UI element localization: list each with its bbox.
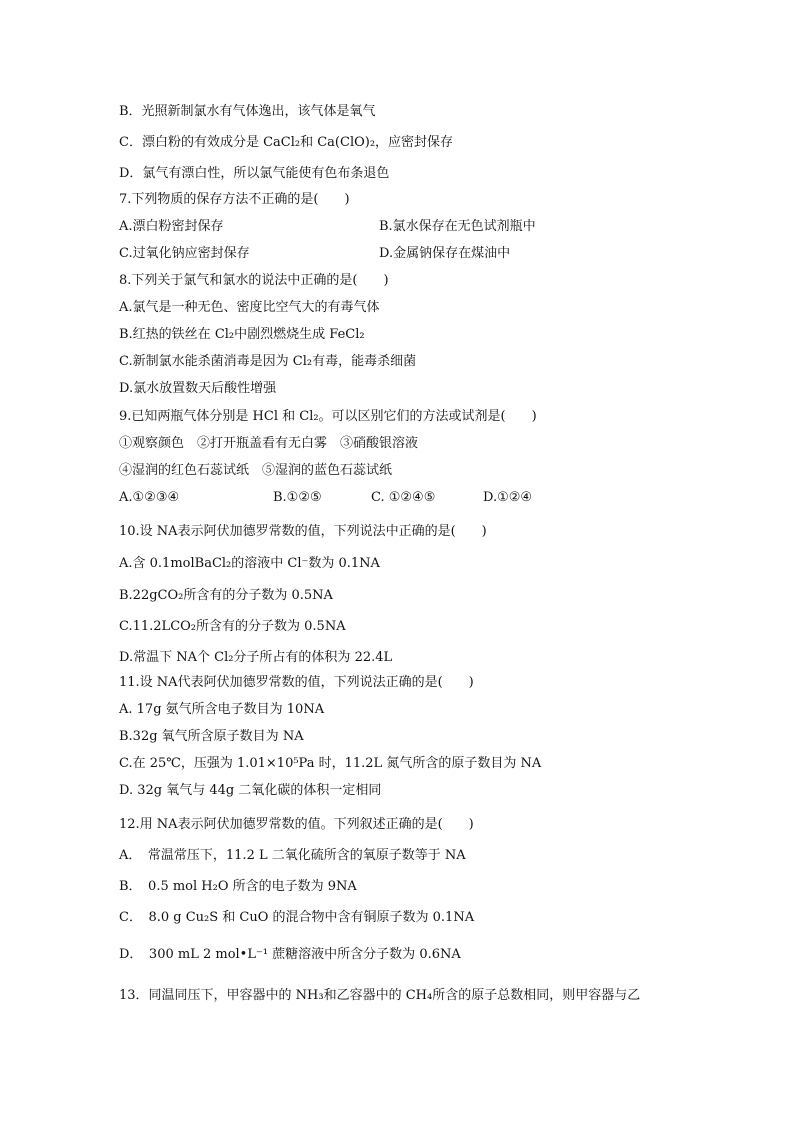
q11-option-a: A. 17g 氨气所含电子数目为 10NA [119, 702, 325, 717]
q6-option-b: B．光照新制氯水有气体逸出，该气体是氧气 [119, 104, 376, 119]
q7-option-c: C.过氧化钠应密封保存 [119, 246, 250, 261]
q10-option-c: C.11.2LCO₂所含有的分子数为 0.5NA [119, 619, 346, 634]
q8-stem: 8.下列关于氯气和氯水的说法中正确的是( ) [119, 273, 389, 288]
q12-stem: 12.用 NA表示阿伏加德罗常数的值。下列叙述正确的是( ) [119, 817, 474, 832]
q10-option-d: D.常温下 NA个 Cl₂分子所占有的体积为 22.4L [119, 650, 393, 665]
q8-option-d: D.氯水放置数天后酸性增强 [119, 381, 277, 396]
q9-methods-line2: ④湿润的红色石蕊试纸 ⑤湿润的蓝色石蕊试纸 [119, 463, 393, 478]
q7-option-d: D.金属钠保存在煤油中 [379, 246, 511, 261]
q9-option-d: D.①②④ [483, 490, 533, 505]
q9-option-a: A.①②③④ [119, 490, 180, 505]
q10-option-b: B.22gCO₂所含有的分子数为 0.5NA [119, 588, 333, 603]
q12-option-b: B． 0.5 mol H₂O 所含的电子数为 9NA [119, 879, 357, 894]
q11-option-b: B.32g 氧气所含原子数目为 NA [119, 729, 304, 744]
q9-methods-line1: ①观察颜色 ②打开瓶盖看有无白雾 ③硝酸银溶液 [119, 436, 419, 451]
q13-stem: 13．同温同压下，甲容器中的 NH₃和乙容器中的 CH₄所含的原子总数相同，则甲容器与乙 [119, 988, 641, 1003]
q11-option-d: D. 32g 氧气与 44g 二氧化碳的体积一定相同 [119, 783, 382, 798]
q6-option-d: D．氯气有漂白性，所以氯气能使有色布条退色 [119, 166, 390, 181]
q6-option-c: C．漂白粉的有效成分是 CaCl₂和 Ca(ClO)₂，应密封保存 [119, 135, 454, 150]
q12-option-c: C． 8.0 g Cu₂S 和 CuO 的混合物中含有铜原子数为 0.1NA [119, 910, 475, 925]
q7-option-a: A.漂白粉密封保存 [119, 219, 224, 234]
q9-option-b: B.①②⑤ [273, 490, 322, 505]
q9-stem: 9.已知两瓶气体分别是 HCl 和 Cl₂。可以区别它们的方法或试剂是( ) [119, 409, 537, 424]
q7-stem: 7.下列物质的保存方法不正确的是( ) [119, 192, 350, 207]
q8-option-a: A.氯气是一种无色、密度比空气大的有毒气体 [119, 300, 380, 315]
q8-option-c: C.新制氯水能杀菌消毒是因为 Cl₂有毒，能毒杀细菌 [119, 354, 417, 369]
q11-stem: 11.设 NA代表阿伏加德罗常数的值，下列说法正确的是( ) [119, 675, 474, 690]
q9-option-c: C. ①②④⑤ [371, 490, 436, 505]
q11-option-c: C.在 25℃，压强为 1.01×10⁵Pa 时，11.2L 氮气所含的原子数目为 NA [119, 756, 542, 771]
q7-option-b: B.氯水保存在无色试剂瓶中 [379, 219, 536, 234]
q10-option-a: A.含 0.1molBaCl₂的溶液中 Cl⁻数为 0.1NA [119, 556, 380, 571]
q10-stem: 10.设 NA表示阿伏加德罗常数的值，下列说法中正确的是( ) [119, 524, 487, 539]
q8-option-b: B.红热的铁丝在 Cl₂中剧烈燃烧生成 FeCl₂ [119, 327, 365, 342]
q12-option-d: D． 300 mL 2 mol•L⁻¹ 蔗糖溶液中所含分子数为 0.6NA [119, 947, 461, 962]
q12-option-a: A． 常温常压下，11.2 L 二氧化硫所含的氧原子数等于 NA [119, 848, 466, 863]
